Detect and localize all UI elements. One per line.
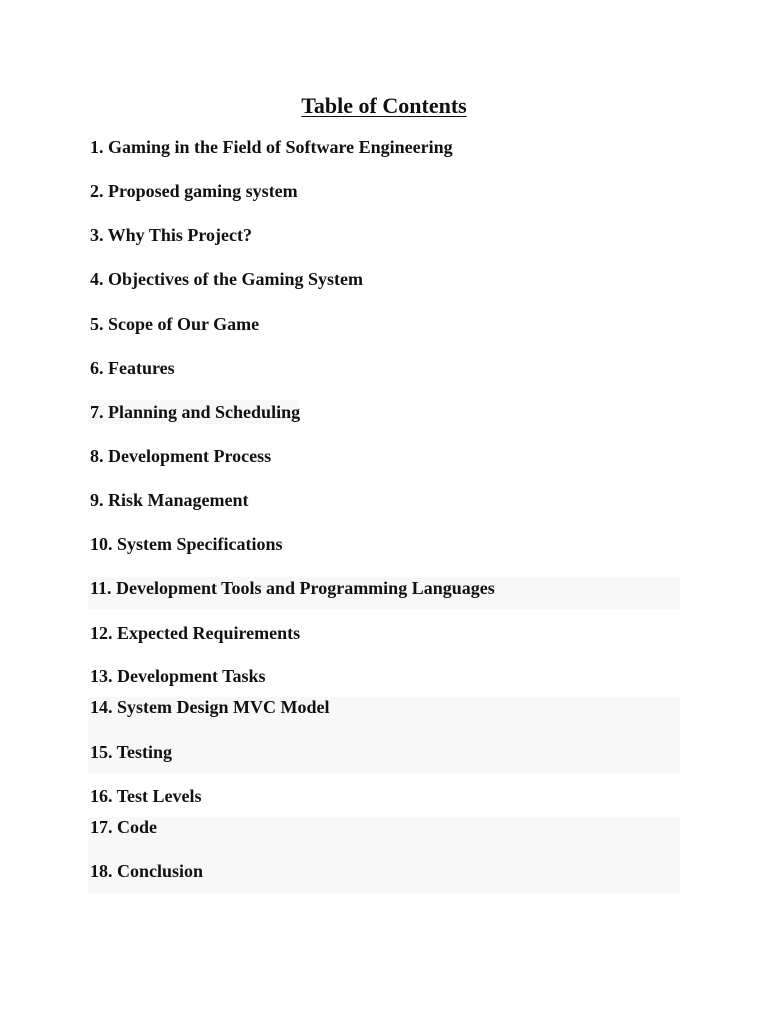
toc-entry: 9. Risk Management (90, 490, 249, 510)
toc-entry: 10. System Specifications (90, 534, 283, 554)
toc-entry: 12. Expected Requirements (90, 623, 301, 643)
toc-entry: 11. Development Tools and Programming Languages (90, 578, 495, 598)
toc-entry: 15. Testing (90, 742, 173, 762)
toc-entry: 18. Conclusion (90, 861, 204, 881)
toc-entry: 16. Test Levels (90, 786, 202, 806)
toc-entry: 17. Code (90, 817, 157, 837)
toc-entry: 5. Scope of Our Game (90, 314, 260, 334)
toc-entry: 6. Features (90, 358, 175, 378)
toc-entry: 14. System Design MVC Model (90, 697, 330, 717)
page-title: Table of Contents (301, 93, 467, 118)
toc-entry: 8. Development Process (90, 446, 272, 466)
toc-entry: 4. Objectives of the Gaming System (90, 269, 363, 289)
toc-entry: 13. Development Tasks (90, 666, 266, 686)
toc-entry: 3. Why This Project? (90, 225, 253, 245)
toc-entry: 2. Proposed gaming system (90, 181, 298, 201)
toc-entry: 7. Planning and Scheduling (90, 402, 301, 422)
toc-entry: 1. Gaming in the Field of Software Engineering (90, 137, 453, 157)
